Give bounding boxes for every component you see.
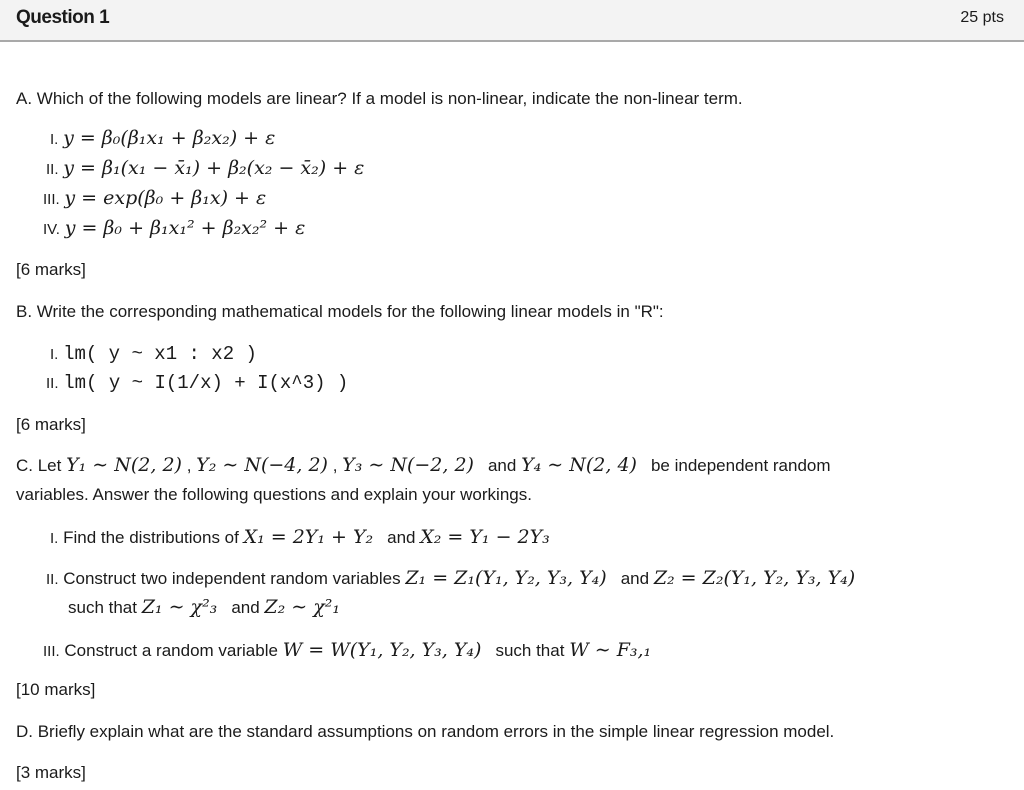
part-c-i: I. Find the distributions of X₁ = 2Y₁ + Y₂ and X₂ = Y₁ − 2Y₃ — [50, 526, 550, 548]
model-ii: II. y = β₁(x₁ − x̄₁) + β₂(x₂ − x̄₂) + ε — [46, 157, 365, 179]
part-c-ii: II. Construct two independent random variables Z₁ = Z₁(Y₁, Y₂, Y₃, Y₄) and Z₂ = Z₂(Y₁, Y₂, Y₃, Y₄) — [46, 567, 856, 589]
part-c-intro: C. Let Y₁ ∼ N(2, 2) , Y₂ ∼ N(−4, 2) , Y₃ ∼ N(−2, 2) and Y₄ ∼ N(2, 4) be independent random — [16, 454, 831, 476]
part-c-marks: [10 marks] — [16, 680, 96, 699]
model-iii: III. y = exp(β₀ + β₁x) + ε — [43, 187, 267, 209]
r-model-ii: II. lm( y ~ I(1/x) + I(x^3) ) — [46, 372, 349, 394]
part-a-prompt: A. Which of the following models are linear? If a model is non-linear, indicate the non-linear term. — [16, 89, 743, 108]
part-c-ii-cont: such that Z₁ ∼ χ²₃ and Z₂ ∼ χ²₁ — [68, 596, 340, 618]
part-c-iii: III. Construct a random variable W = W(Y₁, Y₂, Y₃, Y₄) such that W ∼ F₃,₁ — [43, 639, 652, 661]
part-d-marks: [3 marks] — [16, 763, 86, 782]
part-c-line2: variables. Answer the following questions and explain your workings. — [16, 485, 532, 504]
part-b-prompt: B. Write the corresponding mathematical models for the following linear models in "R": — [16, 302, 664, 321]
question-points: 25 pts — [960, 9, 1004, 26]
question-header — [0, 0, 1024, 42]
model-iv: IV. y = β₀ + β₁x₁² + β₂x₂² + ε — [43, 217, 306, 239]
part-a-marks: [6 marks] — [16, 260, 86, 279]
model-i: I. y = β₀(β₁x₁ + β₂x₂) + ε — [50, 127, 276, 149]
r-model-i: I. lm( y ~ x1 : x2 ) — [50, 343, 257, 365]
question-title: Question 1 — [16, 7, 110, 28]
part-d-prompt: D. Briefly explain what are the standard assumptions on random errors in the simple linear regression model. — [16, 722, 835, 741]
part-b-marks: [6 marks] — [16, 415, 86, 434]
